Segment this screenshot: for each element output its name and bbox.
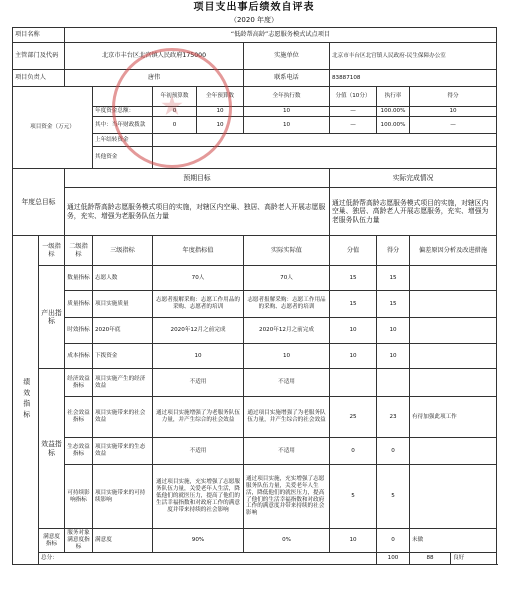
funds-header-full: 全年预算数 xyxy=(197,87,244,107)
funds-row-exec: 10 xyxy=(244,117,330,134)
ind-row-l2: 时效指标 xyxy=(65,318,93,344)
funds-row-name: 上年结转资金 xyxy=(93,134,153,147)
goals-planned-header: 预期目标 xyxy=(65,169,330,188)
ind-row-l3: 项目实施质量 xyxy=(93,291,153,318)
ind-row-l2: 社会效益指标 xyxy=(65,397,93,438)
funds-row-full: 10 xyxy=(197,117,244,134)
ind-row-val: 5 xyxy=(330,465,377,529)
ind-row-note: 有待加强此项工作 xyxy=(410,397,497,438)
ind-row-target: 90% xyxy=(153,529,244,553)
funds-row-score-val: — xyxy=(330,117,377,134)
goals-label: 年度总目标 xyxy=(13,169,65,236)
ind-row-score: 15 xyxy=(377,266,410,291)
funds-header-rate: 执行率 xyxy=(377,87,410,107)
ind-row-actual: 不适用 xyxy=(244,438,330,465)
ind-row-l3: 项目实施带来的生态效益 xyxy=(93,438,153,465)
funds-row-name: 年度资金总额： xyxy=(93,107,153,117)
ind-row-l2: 可持续影响指标 xyxy=(65,465,93,529)
ind-row-target: 10 xyxy=(153,344,244,369)
funds-header-score: 得分 xyxy=(410,87,497,107)
ind-header-l3: 三级指标 xyxy=(93,236,153,266)
form-year: （2020 年度） xyxy=(229,16,279,24)
funds-label: 项目资金（万元） xyxy=(13,87,93,169)
phone-label: 联系电话 xyxy=(244,70,330,87)
ind-row-l2: 经济效益指标 xyxy=(65,369,93,397)
ind-row-l3: 志愿人数 xyxy=(93,266,153,291)
ind-row-target: 志愿者报解采购：志愿工作用品的采购、志愿者的培训 xyxy=(153,291,244,318)
funds-row-score-val: — xyxy=(330,107,377,117)
ind-header-val: 分值 xyxy=(330,236,377,266)
ind-row-actual: 不适用 xyxy=(244,369,330,397)
total-score: 88 xyxy=(410,553,451,565)
ind-header-l1: 一级指标 xyxy=(39,236,65,266)
ind-row-target: 通过项目实施增强了为老服务队伍力量，并产生综合的社会效益 xyxy=(153,397,244,438)
benefit-indicator-label: 效益指标 xyxy=(39,369,65,529)
ind-row-actual: 通过项目实施增强了为老服务队伍力量，并产生综合的社会效益 xyxy=(244,397,330,438)
ind-row-l3: 项目实施产生的经济效益 xyxy=(93,369,153,397)
goals-actual-header: 实际完成情况 xyxy=(330,169,497,188)
ind-row-note xyxy=(410,369,497,397)
funds-header-exec: 全年执行数 xyxy=(244,87,330,107)
ind-row-l2: 成本指标 xyxy=(65,344,93,369)
ind-row-val: 0 xyxy=(330,438,377,465)
phone-value: 83887108 xyxy=(330,70,497,87)
ind-row-actual: 通过项目实施，充实增强了志愿服务队伍力量，关爱老年人生活，降低他们的就医压力，提高了他们的生活幸福指数和对政府工作的满意度并带来持续的社会影响 xyxy=(244,465,330,529)
ind-row-note xyxy=(410,318,497,344)
impl-label: 实施单位 xyxy=(244,43,330,70)
evaluation-table xyxy=(12,27,497,565)
funds-row-exec: 10 xyxy=(244,107,330,117)
ind-row-note xyxy=(410,465,497,529)
ind-row-note: 未做 xyxy=(410,529,497,553)
ind-header-score: 得分 xyxy=(377,236,410,266)
indicators-section-label: 绩效指标 xyxy=(13,236,39,565)
ind-row-score xyxy=(377,369,410,397)
ind-row-actual: 2020年12月之前完成 xyxy=(244,318,330,344)
ind-row-l2: 质量指标 xyxy=(65,291,93,318)
funds-header-score-val: 分值（10分） xyxy=(330,87,377,107)
funds-header-blank xyxy=(93,87,153,107)
funds-row-name: 其中：当年财政拨款 xyxy=(93,117,153,134)
ind-row-note xyxy=(410,291,497,318)
ind-row-target: 不适用 xyxy=(153,438,244,465)
funds-row-full: 10 xyxy=(197,107,244,117)
ind-row-target: 2020年12月之前完成 xyxy=(153,318,244,344)
form-title: 项目支出事后绩效自评表 xyxy=(193,2,315,13)
goals-actual-text: 通过低龄帮高龄志愿服务模式项目的实施，对辖区内空巢、独居、高龄老人开展志愿服务，充实、增强为老服务队伍力量 xyxy=(330,188,497,236)
funds-row-empty xyxy=(153,134,497,147)
ind-row-target: 不适用 xyxy=(153,369,244,397)
ind-row-val: 25 xyxy=(330,397,377,438)
ind-row-l2: 生态效益指标 xyxy=(65,438,93,465)
total-grade: 良好 xyxy=(451,553,497,565)
project-name-label: 项目名称 xyxy=(13,28,65,43)
ind-row-score: 23 xyxy=(377,397,410,438)
ind-row-score: 0 xyxy=(377,438,410,465)
ind-row-l3: 下拨资金 xyxy=(93,344,153,369)
ind-row-l3: 满意度 xyxy=(93,529,153,553)
funds-row-name: 其他资金 xyxy=(93,147,153,169)
ind-row-score: 10 xyxy=(377,344,410,369)
output-indicator-label: 产出指标 xyxy=(39,266,65,369)
satisfaction-indicator-label: 满意度指标 xyxy=(39,529,65,553)
ind-row-val: 15 xyxy=(330,291,377,318)
ind-row-target: 70人 xyxy=(153,266,244,291)
ind-row-score: 0 xyxy=(377,529,410,553)
funds-header-init: 年初预算数 xyxy=(153,87,197,107)
leader-label: 项目负责人 xyxy=(13,70,65,87)
funds-row-empty xyxy=(153,147,497,169)
ind-row-val xyxy=(330,369,377,397)
ind-row-actual: 0% xyxy=(244,529,330,553)
ind-row-l2: 服务对象满意度指标 xyxy=(65,529,93,553)
ind-row-score: 10 xyxy=(377,318,410,344)
dept-label: 主管部门及代码 xyxy=(13,43,65,70)
ind-row-l3: 项目实施带来的社会效益 xyxy=(93,397,153,438)
ind-row-actual: 10 xyxy=(244,344,330,369)
ind-header-l2: 二级指标 xyxy=(65,236,93,266)
project-name-value: “低龄帮高龄”志愿服务模式试点项目 xyxy=(65,28,497,43)
ind-row-l3: 项目实施带来的可持续影响 xyxy=(93,465,153,529)
ind-row-score: 15 xyxy=(377,291,410,318)
ind-row-score: 5 xyxy=(377,465,410,529)
total-val: 100 xyxy=(377,553,410,565)
ind-row-target: 通过项目实施，充实增强了志愿服务队伍力量，关爱老年人生活，降低他们的就医压力，提高了他们的生活幸福指数和对政府工作的满意度并带来持续的社会影响 xyxy=(153,465,244,529)
funds-row-rate: 100.00% xyxy=(377,107,410,117)
goals-planned-text: 通过低龄帮高龄志愿服务模式项目的实施，对辖区内空巢、独居、高龄老人开展志愿服务，充实、增强为老服务队伍力量 xyxy=(65,188,330,236)
total-label: 总分： xyxy=(39,553,377,565)
funds-row-score: — xyxy=(410,117,497,134)
funds-row-init: 0 xyxy=(153,117,197,134)
ind-row-note xyxy=(410,266,497,291)
funds-row-score: 10 xyxy=(410,107,497,117)
ind-row-val: 10 xyxy=(330,529,377,553)
ind-row-val: 15 xyxy=(330,266,377,291)
ind-header-target: 年度指标值 xyxy=(153,236,244,266)
ind-header-note: 偏差原因分析及改进措施 xyxy=(410,236,497,266)
dept-value: 北京市丰台区北宫镇人民政府175000 xyxy=(65,43,244,70)
ind-row-val: 10 xyxy=(330,318,377,344)
impl-value: 北京市丰台区北宫镇人民政府-民生保障办公室 xyxy=(330,43,497,70)
ind-row-actual: 志愿者报解采购：志愿工作用品的采购、志愿者的培训 xyxy=(244,291,330,318)
ind-header-actual: 实际实际值 xyxy=(244,236,330,266)
ind-row-actual: 70人 xyxy=(244,266,330,291)
funds-row-init: 0 xyxy=(153,107,197,117)
ind-row-note xyxy=(410,438,497,465)
ind-row-l2: 数量指标 xyxy=(65,266,93,291)
funds-row-rate: 100.00% xyxy=(377,117,410,134)
leader-value: 唐伟 xyxy=(65,70,244,87)
ind-row-l3: 2020年底 xyxy=(93,318,153,344)
ind-row-val: 10 xyxy=(330,344,377,369)
ind-row-note xyxy=(410,344,497,369)
